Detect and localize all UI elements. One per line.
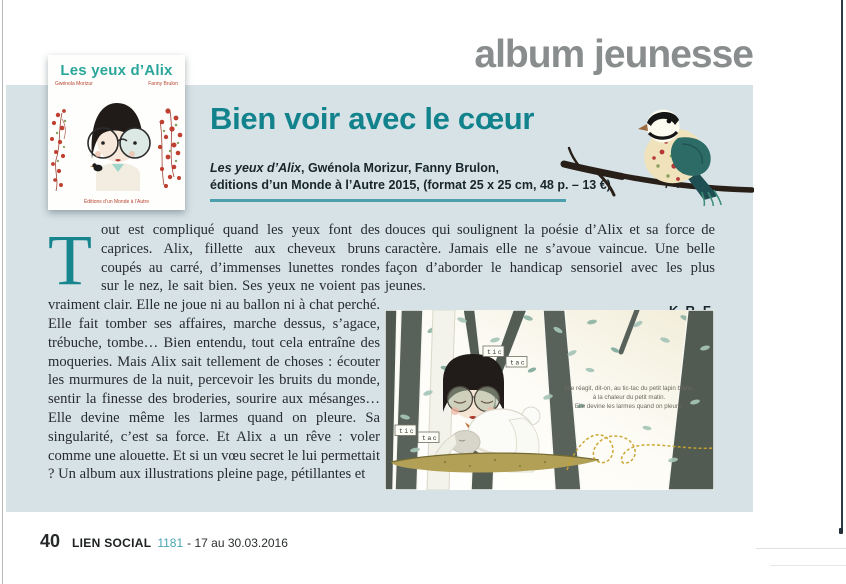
caption-line-3: Elle devine les larmes quand on pleure. xyxy=(574,403,684,410)
book-cover-illustration xyxy=(48,85,185,197)
page-footer xyxy=(40,531,288,552)
bird-icon xyxy=(638,110,721,207)
reference-edition: éditions d’un Monde à l’Autre 2015, (format 25 x 25 cm, 48 p. – 13 €) xyxy=(210,177,611,192)
book-cover xyxy=(48,55,185,210)
page-bottom-edge-line-2 xyxy=(770,565,846,566)
tac-label-1: tac xyxy=(510,359,527,367)
bird-on-branch-illustration xyxy=(560,102,754,206)
book-spread-illustration xyxy=(385,310,714,490)
red-flowers-right-icon xyxy=(158,108,182,188)
article-column-2 xyxy=(385,221,715,318)
teal-divider-rule xyxy=(210,199,566,202)
magazine-name: LIEN SOCIAL xyxy=(72,536,152,550)
page-left-edge xyxy=(2,0,3,584)
tic-label-1: tic xyxy=(487,349,504,356)
page-right-edge xyxy=(841,0,843,531)
page-right-edge-end xyxy=(839,528,843,534)
book-reference xyxy=(210,160,611,193)
section-label: album jeunesse xyxy=(474,33,753,76)
reference-authors: , Gwénola Morizur, Fanny Brulon, xyxy=(301,161,499,175)
issue-number: 1181 xyxy=(157,536,184,550)
book-cover-publisher: Éditions d’un Monde à l’Autre xyxy=(83,199,150,205)
page-number: 40 xyxy=(40,531,61,551)
tac-label-2: tac xyxy=(422,435,439,442)
caption-line-2: à la chaleur du petit matin. xyxy=(592,394,666,401)
book-cover-author-right: Fanny Brulon xyxy=(148,81,178,87)
issue-date-range: - 17 au 30.03.2016 xyxy=(187,536,288,550)
article-column-1 xyxy=(48,221,380,484)
caption-line-1: Elle réagit, dit-on, au tic-tac du petit lapin blanc, xyxy=(563,385,695,392)
article-text-col2: douces qui soulignent la poésie d’Alix et sa force de caractère. Jamais elle ne s’avoue vaincue. Une belle façon d’aborder le handicap sensoriel avec les plus jeunes. xyxy=(385,222,715,295)
red-flowers-left-icon xyxy=(50,109,66,191)
girl-with-glasses-icon xyxy=(88,103,150,191)
article-title: Bien voir avec le cœur xyxy=(210,101,535,136)
book-cover-author-left: Gwénola Morizur xyxy=(55,81,93,87)
book-cover-title: Les yeux d’Alix xyxy=(60,62,173,79)
tic-label-2: tic xyxy=(399,428,416,435)
article-text-col1: out est compliqué quand les yeux font des caprices. Alix, fillette aux cheveux bruns coupés au carré, d’immenses lunettes rondes sur le nez, le sait bien. Ses yeux ne voient pas vraiment clair. Elle ne joue ni au ballon ni à chat perché. Elle fait tomber ses affaires, marche dessus, s’agace, trébuche, tombe… Bien entendu, tout cela entraîne des moqueries. Mais Alix sait tellement de choses : écouter les murmures de la nuit, percevoir les bruits du monde, sentir la finesse des broderies, sourire aux mésanges… Elle devine même les larmes quand on pleure. Sa singularité, c’est sa force. Et Alix a un rêve : voler comme une alouette. Et si un vœu secret le lui permettait ? Un album aux illustrations pleine page, pétillantes et xyxy=(48,222,380,483)
page-bottom-edge-line xyxy=(756,548,846,549)
drop-cap: T xyxy=(48,220,92,300)
reference-book-title: Les yeux d’Alix xyxy=(210,161,302,175)
